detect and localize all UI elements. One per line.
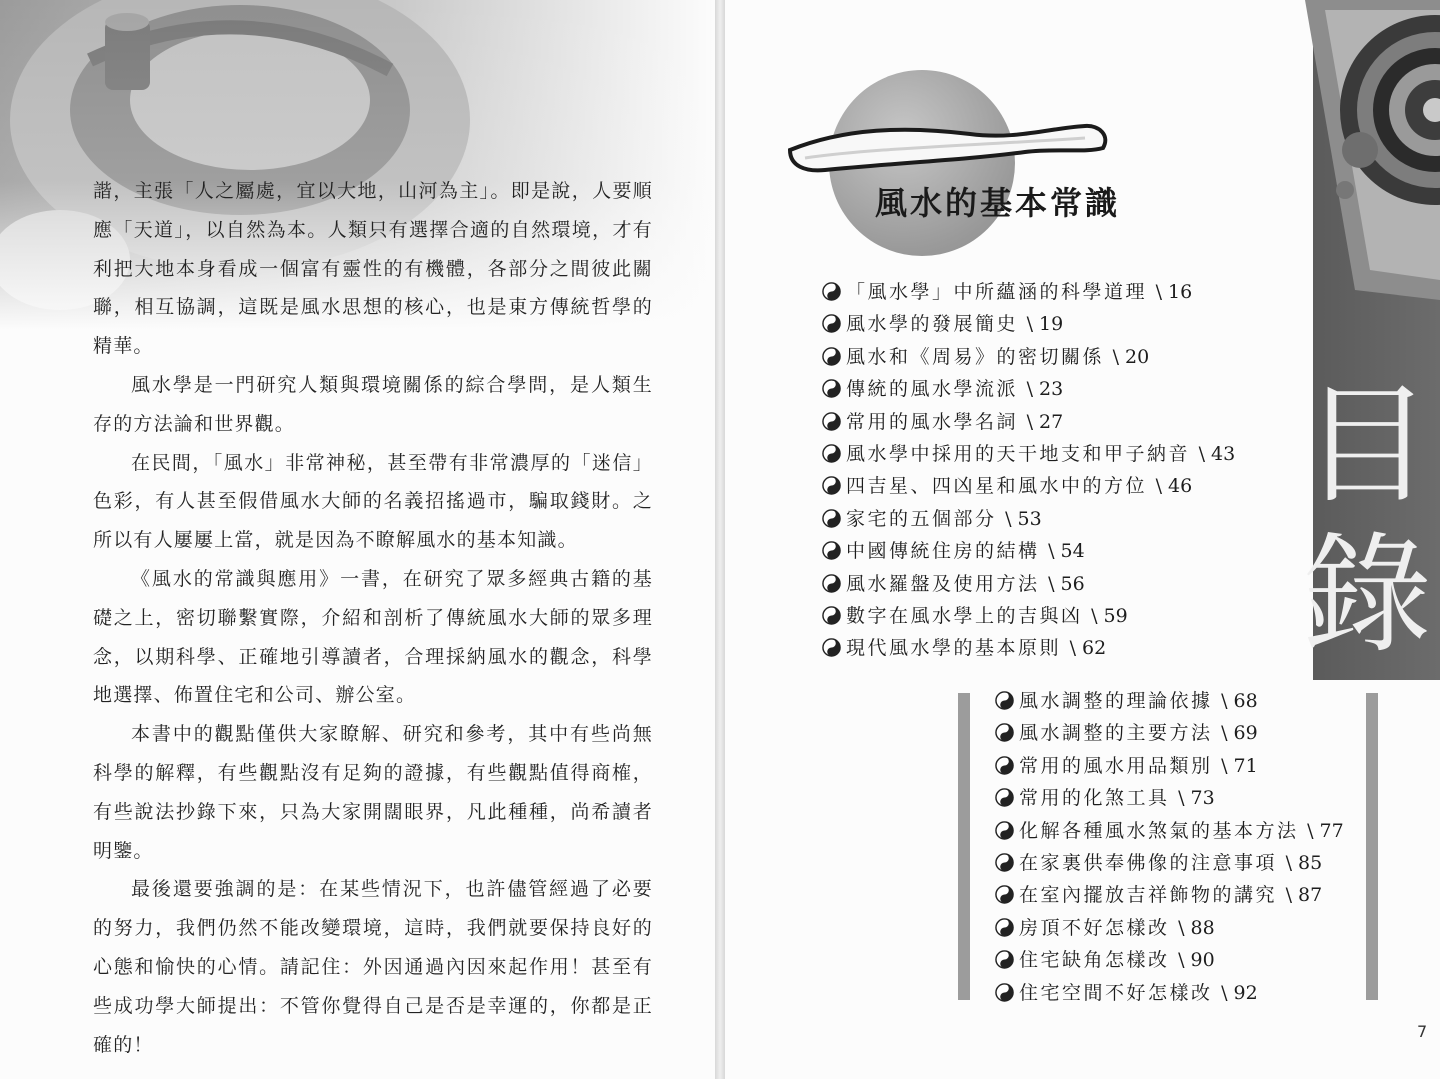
toc-entry-page: \ 62	[1069, 637, 1107, 660]
toc-entry[interactable]	[822, 503, 1235, 535]
toc-entry-page: \ 53	[1005, 507, 1042, 530]
toc-entry-page: \ 59	[1091, 604, 1128, 627]
yin-yang-icon	[995, 918, 1014, 937]
toc-entry-title: 「風水學」中所蘊涵的科學道理	[846, 281, 1148, 303]
toc-entry-title: 風水羅盤及使用方法	[846, 572, 1040, 595]
toc-entry-page: \ 27	[1026, 410, 1064, 433]
yin-yang-icon	[995, 691, 1014, 710]
contents-calligraphy	[1295, 370, 1440, 670]
toc-entry[interactable]	[995, 782, 1344, 814]
toc-entry-page: \ 20	[1112, 345, 1150, 368]
paragraph: 最後還要強調的是：在某些情況下，也許儘管經過了必要的努力，我們仍然不能改變環境，這時，我們就要保持良好的心態和愉快的心情。請記住：外因通過內因來起作用！甚至有些成功學大師提出：不管你覺得自己是否是幸運的，你都是正確的！	[93, 878, 653, 1056]
toc-entry-page: \ 19	[1026, 313, 1064, 336]
toc-entry-page: \ 56	[1048, 572, 1085, 595]
toc-entry-page: \ 73	[1178, 787, 1215, 810]
toc-entry-title: 現代風水學的基本原則	[846, 637, 1062, 660]
yin-yang-icon	[822, 444, 841, 463]
yin-yang-icon	[995, 821, 1014, 840]
toc-entry[interactable]	[995, 912, 1344, 944]
toc-entry[interactable]	[822, 276, 1235, 308]
yin-yang-icon	[995, 788, 1014, 807]
toc-entry[interactable]	[822, 406, 1235, 438]
yin-yang-icon	[822, 282, 841, 301]
toc-entry-title: 住宅空間不好怎樣改	[1019, 981, 1213, 1004]
toc-entry-title: 化解各種風水煞氣的基本方法	[1019, 819, 1299, 842]
toc-entry[interactable]	[822, 373, 1235, 405]
paragraph: 諧，主張「人之屬處，宜以大地，山河為主」。即是說，人要順應「天道」，以自然為本。人類只有選擇合適的自然環境，才有利把大地本身看成一個富有靈性的有機體，各部分之間彼此關聯，相互協調，這既是風水思想的核心，也是東方傳統哲學的精華。	[93, 180, 653, 358]
toc-entry-title: 四吉星、四凶星和風水中的方位	[846, 475, 1148, 498]
toc-entry-page: \ 87	[1285, 884, 1323, 907]
chapter-number-one-brush	[785, 108, 1115, 188]
toc-entry-title: 中國傳統住房的結構	[846, 540, 1040, 563]
book-gutter	[715, 0, 725, 1079]
toc-entry[interactable]	[995, 847, 1344, 879]
toc-entry[interactable]	[822, 568, 1235, 600]
toc-entry[interactable]	[995, 977, 1344, 1009]
toc-entry[interactable]	[822, 341, 1235, 373]
yin-yang-icon	[822, 541, 841, 560]
toc-entry[interactable]	[995, 685, 1344, 717]
toc-bracket-right	[1366, 693, 1378, 1000]
yin-yang-icon	[822, 574, 841, 593]
toc-entry-title: 常用的風水學名詞	[846, 410, 1019, 433]
luopan-compass-photo	[1285, 0, 1440, 300]
toc-entry[interactable]	[995, 815, 1344, 847]
paragraph: 本書中的觀點僅供大家瞭解、研究和參考，其中有些尚無科學的解釋，有些觀點沒有足夠的證據，有些觀點值得商榷，有些說法抄錄下來，只為大家開闊眼界，凡此種種，尚希讀者明鑒。	[93, 723, 653, 862]
toc-entry-page: \ 88	[1178, 916, 1215, 939]
yin-yang-icon	[995, 983, 1014, 1002]
toc-entry-page: \ 23	[1026, 378, 1064, 401]
toc-entry[interactable]	[822, 632, 1235, 664]
toc-entry-title: 常用的風水用品類別	[1019, 754, 1213, 777]
yin-yang-icon	[822, 314, 841, 333]
yin-yang-icon	[822, 509, 841, 528]
paragraph: 《風水的常識與應用》一書，在研究了眾多經典古籍的基礎之上，密切聯繫實際，介紹和剖析了傳統風水大師的眾多理念，以期科學、正確地引導讀者，合理採納風水的觀念，科學地選擇、佈置住宅和公司、辦公室。	[93, 567, 653, 707]
yin-yang-icon	[995, 723, 1014, 742]
toc-entry-page: \ 68	[1221, 690, 1258, 712]
toc-entry-page: \ 54	[1048, 540, 1085, 563]
body-text	[93, 172, 653, 1064]
toc-entry-page: \ 92	[1221, 981, 1258, 1004]
toc-entry[interactable]	[822, 470, 1235, 502]
toc-entry-page: \ 69	[1221, 722, 1258, 745]
chapter-title: 風水的基本常識	[875, 184, 1121, 222]
toc-entry-title: 數字在風水學上的吉與凶	[846, 604, 1083, 627]
page-number: 7	[1417, 1022, 1428, 1041]
toc-entry[interactable]	[822, 600, 1235, 632]
yin-yang-icon	[995, 853, 1014, 872]
paragraph: 在民間，「風水」非常神秘，甚至帶有非常濃厚的「迷信」色彩，有人甚至假借風水大師的名義招搖過市，騙取錢財。之所以有人屢屢上當，就是因為不瞭解風水的基本知識。	[93, 451, 653, 552]
toc-entry-title: 家宅的五個部分	[846, 507, 997, 530]
yin-yang-icon	[822, 476, 841, 495]
toc-entry-title: 住宅缺角怎樣改	[1019, 949, 1170, 972]
toc-entry-title: 風水和《周易》的密切關係	[846, 345, 1105, 368]
toc-entry-title: 風水學的發展簡史	[846, 313, 1019, 336]
toc-bracket-left	[958, 693, 970, 1000]
toc-entry-title: 風水調整的理論依據	[1019, 690, 1213, 712]
toc-entry[interactable]	[995, 944, 1344, 976]
toc-entry[interactable]	[995, 750, 1344, 782]
yin-yang-icon	[995, 756, 1014, 775]
toc-entry[interactable]	[822, 535, 1235, 567]
calligraphy-char-lu: 錄	[1301, 519, 1433, 670]
toc-entry-title: 在家裏供奉佛像的注意事項	[1019, 851, 1278, 874]
toc-entry-title: 房頂不好怎樣改	[1019, 916, 1170, 939]
toc-entry[interactable]	[822, 308, 1235, 340]
yin-yang-icon	[822, 606, 841, 625]
yin-yang-icon	[822, 638, 841, 657]
toc-entry-title: 傳統的風水學流派	[846, 378, 1019, 401]
toc-entry[interactable]	[995, 879, 1344, 911]
toc-entry-title: 在室內擺放吉祥飾物的講究	[1019, 884, 1278, 907]
toc-entry-title: 風水調整的主要方法	[1019, 722, 1213, 745]
yin-yang-icon	[822, 412, 841, 431]
toc-entry-page: \ 85	[1285, 851, 1323, 874]
toc-entry-page: \ 43	[1198, 442, 1236, 465]
toc-list-primary	[822, 276, 1235, 665]
yin-yang-icon	[822, 379, 841, 398]
right-page	[725, 0, 1440, 1079]
toc-entry-page: \ 77	[1307, 819, 1344, 842]
calligraphy-char-mu: 目	[1301, 370, 1433, 521]
toc-entry-title: 常用的化煞工具	[1019, 787, 1170, 810]
yin-yang-icon	[822, 347, 841, 366]
toc-entry[interactable]	[822, 438, 1235, 470]
toc-entry-page: \ 90	[1178, 949, 1215, 972]
left-page	[0, 0, 715, 1079]
toc-entry[interactable]	[995, 717, 1344, 749]
toc-list-secondary	[995, 685, 1344, 1009]
toc-entry-title: 風水學中採用的天干地支和甲子納音	[846, 442, 1191, 465]
yin-yang-icon	[995, 950, 1014, 969]
toc-entry-page: \ 46	[1155, 475, 1193, 498]
yin-yang-icon	[995, 885, 1014, 904]
toc-entry-page: \ 16	[1155, 281, 1193, 303]
paragraph: 風水學是一門研究人類與環境關係的綜合學問，是人類生存的方法論和世界觀。	[93, 373, 653, 435]
toc-entry-page: \ 71	[1221, 754, 1258, 777]
